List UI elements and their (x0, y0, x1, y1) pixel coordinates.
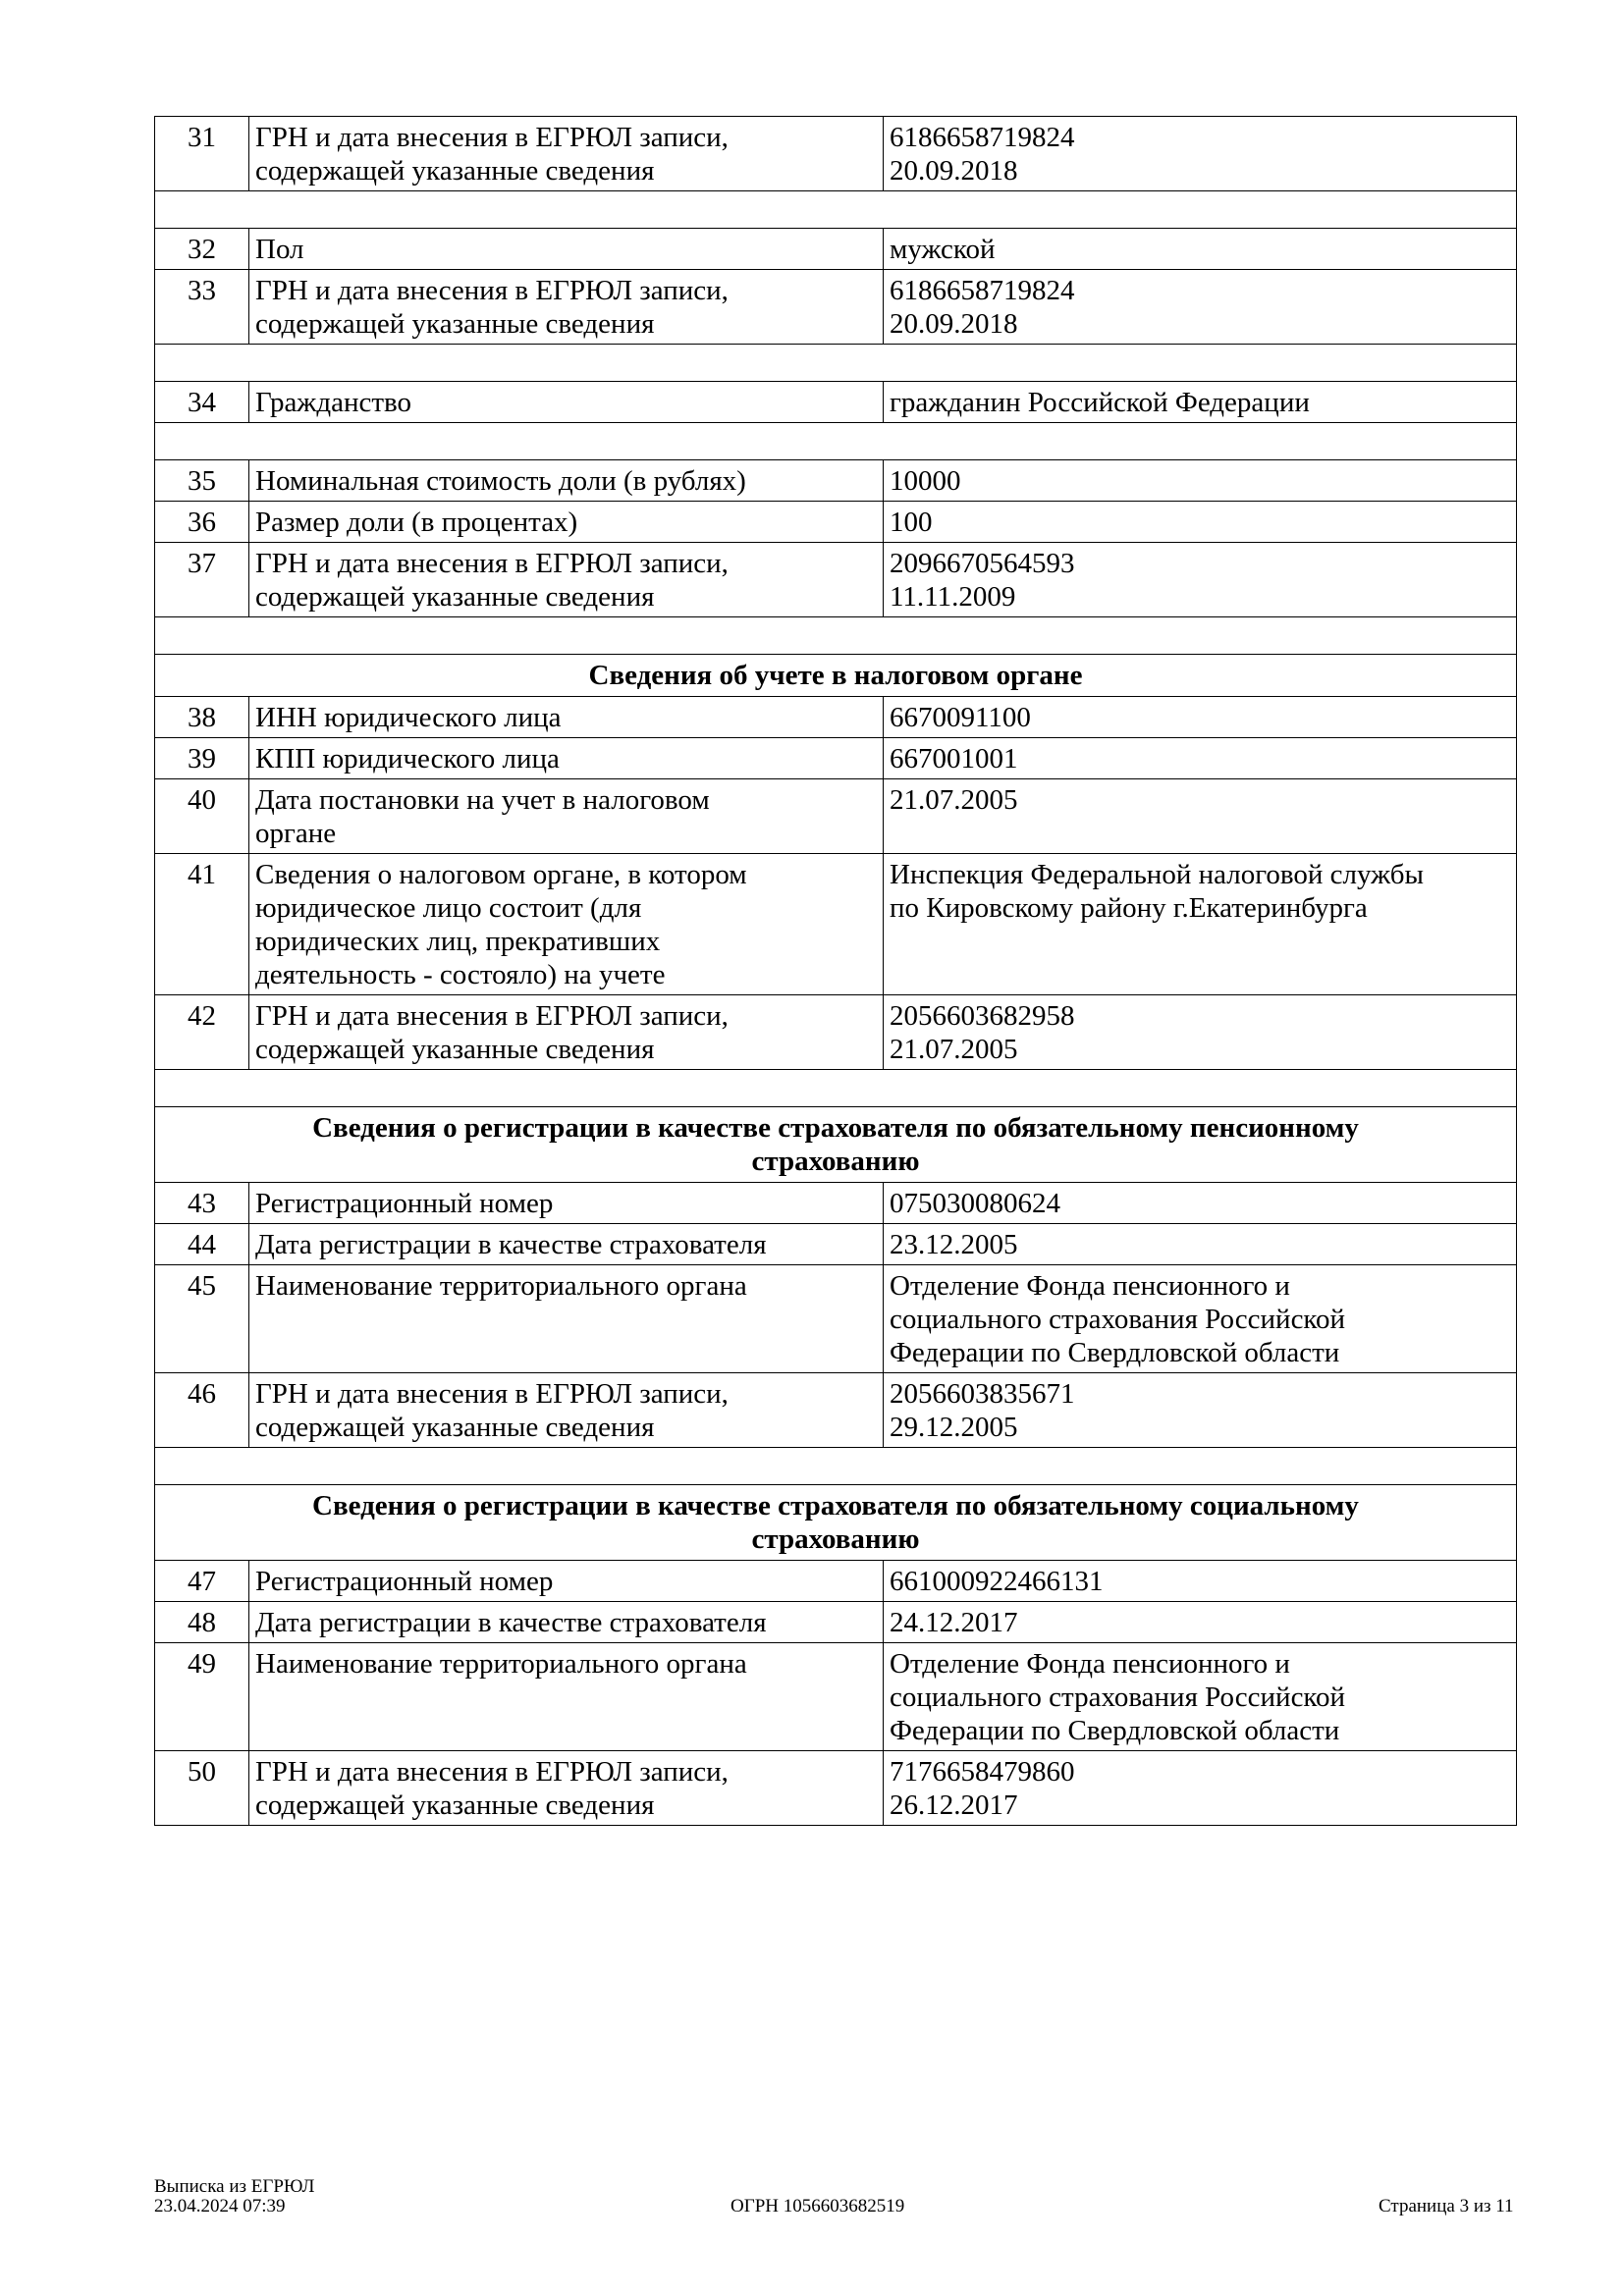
table-row (155, 697, 1517, 738)
row-value: мужской (884, 229, 1517, 270)
row-label: Номинальная стоимость доли (в рублях) (249, 460, 884, 502)
row-label: ГРН и дата внесения в ЕГРЮЛ записи, содержащей указанные сведения (249, 995, 884, 1070)
row-number: 31 (155, 117, 249, 191)
row-number: 34 (155, 382, 249, 423)
row-number: 49 (155, 1643, 249, 1751)
row-number: 36 (155, 502, 249, 543)
row-label: Гражданство (249, 382, 884, 423)
footer-doc-title: Выписка из ЕГРЮЛ (154, 2176, 315, 2197)
row-number: 46 (155, 1373, 249, 1448)
row-number: 42 (155, 995, 249, 1070)
row-number: 50 (155, 1751, 249, 1826)
row-label: Дата постановки на учет в налоговом органе (249, 779, 884, 854)
row-value: 075030080624 (884, 1183, 1517, 1224)
row-number: 35 (155, 460, 249, 502)
row-value: 100 (884, 502, 1517, 543)
spacer-row (155, 423, 1517, 460)
row-value: Отделение Фонда пенсионного и социального страхования Российской Федерации по Свердловской области (884, 1643, 1517, 1751)
row-label: Размер доли (в процентах) (249, 502, 884, 543)
row-label: ГРН и дата внесения в ЕГРЮЛ записи, содержащей указанные сведения (249, 1373, 884, 1448)
section-title: Сведения об учете в налоговом органе (155, 655, 1517, 697)
row-value: 667001001 (884, 738, 1517, 779)
table-row (155, 117, 1517, 191)
table-row (155, 229, 1517, 270)
table-row (155, 270, 1517, 345)
row-label: Дата регистрации в качестве страхователя (249, 1602, 884, 1643)
table-row (155, 1751, 1517, 1826)
row-label: ГРН и дата внесения в ЕГРЮЛ записи, содержащей указанные сведения (249, 270, 884, 345)
row-value: 2056603682958 21.07.2005 (884, 995, 1517, 1070)
row-value: 661000922466131 (884, 1561, 1517, 1602)
row-value: 6186658719824 20.09.2018 (884, 117, 1517, 191)
row-value: гражданин Российской Федерации (884, 382, 1517, 423)
row-number: 41 (155, 854, 249, 995)
row-label: КПП юридического лица (249, 738, 884, 779)
row-label: ГРН и дата внесения в ЕГРЮЛ записи, содержащей указанные сведения (249, 117, 884, 191)
table-row (155, 995, 1517, 1070)
row-label: ГРН и дата внесения в ЕГРЮЛ записи, содержащей указанные сведения (249, 1751, 884, 1826)
spacer-row (155, 1070, 1517, 1107)
table-row (155, 779, 1517, 854)
row-number: 44 (155, 1224, 249, 1265)
row-number: 33 (155, 270, 249, 345)
spacer-row (155, 617, 1517, 655)
table-row (155, 1373, 1517, 1448)
table-row (155, 543, 1517, 617)
table-row (155, 502, 1517, 543)
table-row (155, 460, 1517, 502)
spacer-row (155, 345, 1517, 382)
row-label: Наименование территориального органа (249, 1643, 884, 1751)
row-value: 23.12.2005 (884, 1224, 1517, 1265)
table-row (155, 854, 1517, 995)
row-label: Пол (249, 229, 884, 270)
row-number: 38 (155, 697, 249, 738)
row-label: ИНН юридического лица (249, 697, 884, 738)
table-row (155, 1224, 1517, 1265)
row-value: 6670091100 (884, 697, 1517, 738)
row-number: 40 (155, 779, 249, 854)
section-header-pension (155, 1107, 1517, 1183)
section-header-tax (155, 655, 1517, 697)
table-row (155, 1265, 1517, 1373)
row-number: 32 (155, 229, 249, 270)
spacer-row (155, 191, 1517, 229)
row-value: Инспекция Федеральной налоговой службы по Кировскому району г.Екатеринбурга (884, 854, 1517, 995)
row-value: 7176658479860 26.12.2017 (884, 1751, 1517, 1826)
spacer-row (155, 1448, 1517, 1485)
row-label: Дата регистрации в качестве страхователя (249, 1224, 884, 1265)
row-value: Отделение Фонда пенсионного и социального страхования Российской Федерации по Свердловской области (884, 1265, 1517, 1373)
table-row (155, 1602, 1517, 1643)
row-value: 2056603835671 29.12.2005 (884, 1373, 1517, 1448)
row-value: 10000 (884, 460, 1517, 502)
section-title: Сведения о регистрации в качестве страхователя по обязательному пенсионному страхованию (155, 1107, 1517, 1183)
footer-datetime: 23.04.2024 07:39 (154, 2196, 286, 2216)
row-number: 45 (155, 1265, 249, 1373)
row-value: 21.07.2005 (884, 779, 1517, 854)
row-number: 37 (155, 543, 249, 617)
table-row (155, 1561, 1517, 1602)
footer-page-number: Страница 3 из 11 (1379, 2196, 1514, 2216)
row-number: 39 (155, 738, 249, 779)
table-row (155, 1183, 1517, 1224)
row-label: Наименование территориального органа (249, 1265, 884, 1373)
table-row (155, 1643, 1517, 1751)
row-value: 24.12.2017 (884, 1602, 1517, 1643)
section-header-social (155, 1485, 1517, 1561)
row-label: Регистрационный номер (249, 1561, 884, 1602)
row-label: Сведения о налоговом органе, в котором юридическое лицо состоит (для юридических лиц, прекративших деятельность - состояло) на учете (249, 854, 884, 995)
table-row (155, 382, 1517, 423)
row-number: 43 (155, 1183, 249, 1224)
footer-ogrn: ОГРН 1056603682519 (730, 2196, 905, 2216)
row-value: 2096670564593 11.11.2009 (884, 543, 1517, 617)
table-row (155, 738, 1517, 779)
row-number: 47 (155, 1561, 249, 1602)
footer-doc-info (154, 2177, 314, 2216)
section-title: Сведения о регистрации в качестве страхователя по обязательному социальному страхованию (155, 1485, 1517, 1561)
row-label: ГРН и дата внесения в ЕГРЮЛ записи, содержащей указанные сведения (249, 543, 884, 617)
row-number: 48 (155, 1602, 249, 1643)
egrul-table (154, 116, 1517, 1826)
row-label: Регистрационный номер (249, 1183, 884, 1224)
row-value: 6186658719824 20.09.2018 (884, 270, 1517, 345)
